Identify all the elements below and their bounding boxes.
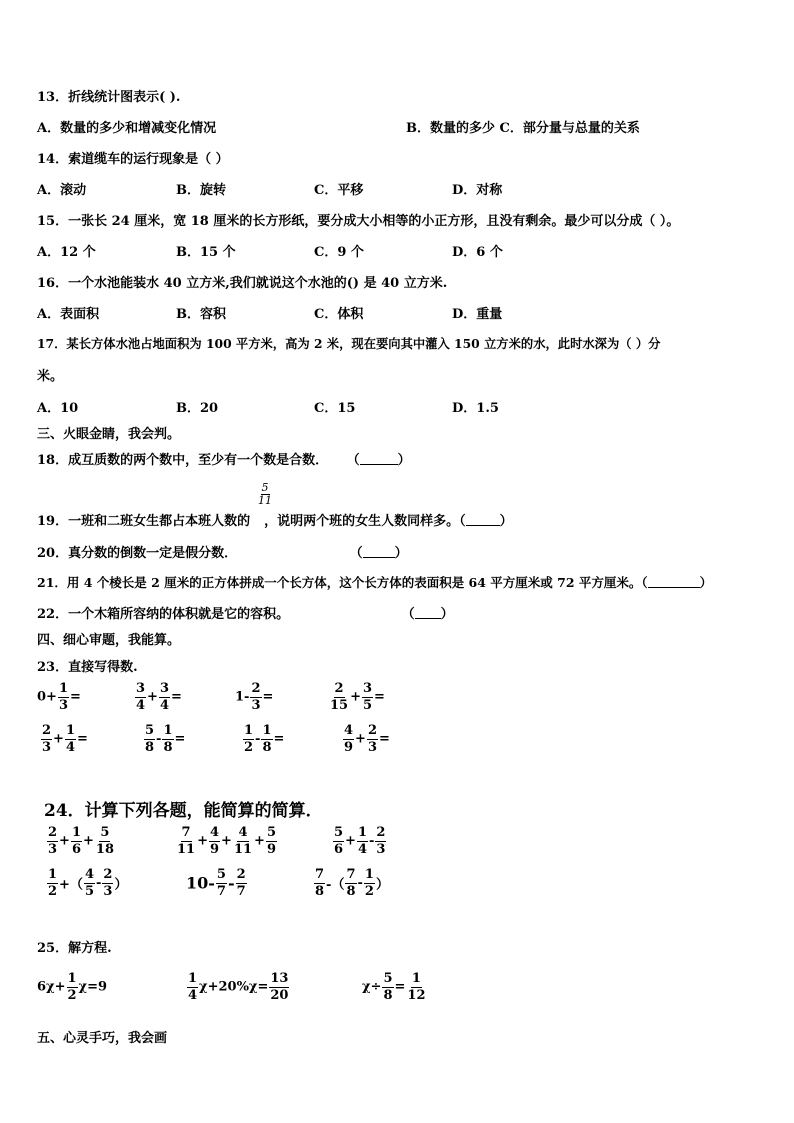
- q25-eq-1: [37, 972, 107, 1002]
- numerator: 1: [163, 723, 173, 738]
- numerator: 7: [181, 825, 191, 840]
- q24-expr-5: [186, 868, 248, 898]
- denominator: 2: [244, 739, 254, 755]
- fraction: [333, 826, 344, 856]
- close-paren: ）: [114, 877, 128, 893]
- q16-option-c: C．体积: [314, 307, 364, 322]
- q24-expr-4: [46, 868, 127, 898]
- numerator: 5: [266, 825, 276, 840]
- numerator: 3: [159, 681, 169, 696]
- numerator: 3: [363, 681, 373, 696]
- q24-e5-lead: 10-: [186, 873, 215, 893]
- q24-expr-3: [332, 826, 387, 856]
- q24-expr-2: [175, 826, 278, 856]
- denominator: 3: [48, 841, 58, 857]
- q13-option-bc: B．数量的多少 C．部分量与总量的关系: [406, 121, 640, 136]
- section-4-heading: 四、细心审题，我能算。: [37, 633, 181, 648]
- q23-expr-7: [242, 724, 284, 754]
- q23-e3-lead: 1-: [235, 689, 250, 705]
- numerator: 7: [346, 867, 356, 882]
- q22: [37, 603, 454, 622]
- denominator: 12: [407, 987, 426, 1003]
- q25-title: 25．解方程.: [37, 941, 112, 956]
- fraction: [216, 868, 227, 898]
- q13-option-a: A．数量的多少和增减变化情况: [37, 121, 217, 136]
- fraction: [209, 826, 220, 856]
- denominator: 4: [188, 987, 198, 1003]
- q17-option-b: B．20: [176, 401, 219, 416]
- numerator: 1: [58, 681, 68, 696]
- numerator: 3: [136, 681, 146, 696]
- equals: =: [262, 689, 274, 705]
- numerator: 1: [244, 723, 254, 738]
- q15-stem: 15．一张长 24 厘米，宽 18 厘米的长方形纸，要分成大小相等的小正方形，且没有剩余。最少可以分成（ ）。: [37, 214, 680, 229]
- q14-option-a: A．滚动: [37, 183, 87, 198]
- numerator: 1: [67, 971, 77, 986]
- numerator: 2: [42, 723, 52, 738]
- fraction: [269, 972, 289, 1002]
- fraction: [406, 972, 426, 1002]
- numerator: 1: [364, 867, 374, 882]
- fraction: [102, 868, 113, 898]
- operator: +: [83, 833, 94, 849]
- fraction: [362, 682, 373, 712]
- denominator: 4: [357, 841, 367, 857]
- numerator: 5: [334, 825, 344, 840]
- numerator: 5: [145, 723, 155, 738]
- q23-expr-5: [40, 724, 88, 754]
- q25-eq3-lead: χ÷: [362, 979, 382, 995]
- operator: +: [221, 833, 232, 849]
- q19: [37, 510, 513, 529]
- q15-option-c: C．9 个: [314, 245, 364, 260]
- operator: +: [345, 833, 356, 849]
- operator: -: [369, 833, 375, 849]
- fraction: [250, 682, 261, 712]
- q17-stem-cont: 米。: [37, 369, 64, 384]
- operator: -: [255, 731, 261, 747]
- denominator: 6: [71, 841, 81, 857]
- fraction: [95, 826, 115, 856]
- numerator: 1: [65, 723, 75, 738]
- operator: +（: [59, 877, 83, 893]
- section-5-heading: 五、心灵手巧，我会画: [37, 1031, 168, 1046]
- numerator: 5: [100, 825, 110, 840]
- operator: +: [59, 833, 70, 849]
- denominator: 8: [346, 883, 356, 899]
- denominator: 8: [262, 739, 272, 755]
- fraction: [236, 868, 247, 898]
- q22-answer-blank[interactable]: [415, 606, 441, 619]
- q23-expr-4: [328, 682, 385, 712]
- numerator: 4: [344, 723, 354, 738]
- q19-answer-blank[interactable]: [466, 513, 500, 526]
- q25-eq1-lead: 6χ+: [37, 979, 66, 995]
- denominator: 3: [58, 697, 68, 713]
- denominator: 3: [42, 739, 52, 755]
- equals: =: [379, 731, 390, 747]
- fraction: [84, 868, 95, 898]
- fraction: [41, 724, 52, 754]
- q23-expr-3: [235, 682, 273, 712]
- q24-expr-1: [46, 826, 116, 856]
- close-paren: ）: [375, 877, 389, 893]
- equals: =: [70, 689, 81, 705]
- q23-expr-1: [37, 682, 81, 712]
- denominator: 9: [210, 841, 220, 857]
- fraction: [135, 682, 146, 712]
- denominator: 2: [364, 883, 374, 899]
- numerator: 2: [376, 825, 386, 840]
- fraction: [65, 724, 76, 754]
- fraction: [329, 682, 349, 712]
- q21-answer-blank[interactable]: [648, 575, 700, 588]
- denominator: 3: [367, 739, 377, 755]
- operator: +: [254, 833, 265, 849]
- q19-stem-post: ，说明两个班的女生人数同样多。（: [264, 514, 466, 529]
- q23-expr-2: [134, 682, 182, 712]
- fraction: [187, 972, 198, 1002]
- operator: +: [147, 689, 158, 705]
- fraction: [58, 682, 69, 712]
- q23-e1-lead: 0+: [37, 689, 57, 705]
- numerator: 4: [210, 825, 220, 840]
- denominator: 8: [163, 739, 173, 755]
- q20-close: ）: [394, 546, 408, 561]
- denominator: 2: [67, 987, 77, 1003]
- q21-close: ）: [699, 575, 713, 590]
- q18-stem: 18．成互质数的两个数中，至少有一个数是合数．: [37, 453, 329, 468]
- q20-stem: 20．真分数的倒数一定是假分数．: [37, 546, 238, 561]
- fraction: [159, 682, 170, 712]
- numerator: 2: [367, 723, 377, 738]
- operator: -: [96, 875, 102, 891]
- denominator: 8: [315, 883, 325, 899]
- denominator: 3: [103, 883, 113, 899]
- q14-stem: 14．索道缆车的运行现象是（ ）: [37, 152, 229, 167]
- q16-option-b: B．容积: [176, 307, 226, 322]
- q22-stem: 22．一个木箱所容纳的体积就是它的容积。: [37, 607, 290, 622]
- q18-close: ）: [397, 453, 411, 468]
- denominator: 11: [177, 841, 196, 857]
- numerator: 13: [270, 971, 289, 986]
- q19-close: ）: [499, 514, 513, 529]
- denominator: 15: [330, 697, 349, 713]
- fraction: [243, 724, 254, 754]
- q16-option-a: A．表面积: [37, 307, 100, 322]
- fraction: [364, 868, 375, 898]
- fraction: [71, 826, 82, 856]
- q23-expr-6: [143, 724, 185, 754]
- fraction: [266, 826, 277, 856]
- q20: [37, 542, 408, 561]
- fraction: [345, 868, 356, 898]
- numerator: 2: [103, 867, 113, 882]
- fraction: [47, 868, 58, 898]
- operator: +: [350, 689, 361, 705]
- fraction: [367, 724, 378, 754]
- numerator: 4: [238, 825, 248, 840]
- numerator: 2: [48, 825, 58, 840]
- denominator: 18: [95, 841, 114, 857]
- q20-answer-blank[interactable]: [363, 545, 395, 558]
- numerator: 7: [315, 867, 325, 882]
- q24-expr-6: [313, 868, 389, 898]
- q18: [37, 449, 411, 468]
- fraction: [357, 826, 368, 856]
- q21-stem: 21．用 4 个棱长是 2 厘米的正方体拼成一个长方体，这个长方体的表面积是 64 平方厘米或 72 平方厘米。（: [37, 575, 648, 590]
- fraction: [67, 972, 78, 1002]
- numerator: 4: [84, 867, 94, 882]
- q16-stem: 16．一个水池能装水 40 立方米,我们就说这个水池的() 是 40 立方米.: [37, 276, 448, 291]
- operator: +: [355, 731, 366, 747]
- numerator: 2: [334, 681, 344, 696]
- q14-option-c: C．平移: [314, 183, 364, 198]
- operator: -（: [326, 877, 345, 893]
- numerator: 5: [216, 867, 226, 882]
- denominator: 5: [363, 697, 373, 713]
- numerator: 1: [357, 825, 367, 840]
- operator: +: [53, 731, 64, 747]
- q21: [37, 573, 712, 591]
- fraction: [382, 972, 393, 1002]
- q24-title: 24．计算下列各题，能简算的简算．: [44, 801, 323, 821]
- q25-eq1-tail: χ=9: [78, 979, 108, 995]
- fraction: [176, 826, 196, 856]
- denominator: 4: [65, 739, 75, 755]
- equals: =: [394, 979, 406, 995]
- denominator: 9: [344, 739, 354, 755]
- denominator: 9: [266, 841, 276, 857]
- q14-option-b: B．旋转: [176, 183, 226, 198]
- denominator: 5: [84, 883, 94, 899]
- denominator: 3: [251, 697, 261, 713]
- q17-option-d: D．1.5: [452, 401, 499, 416]
- fraction: [314, 868, 325, 898]
- denominator: 8: [145, 739, 155, 755]
- operator: -: [357, 875, 363, 891]
- denominator: 7: [216, 883, 226, 899]
- q22-open: （: [401, 607, 415, 622]
- operator: -: [227, 873, 235, 893]
- equals: =: [174, 731, 186, 747]
- q25-eq-2: [186, 972, 290, 1002]
- denominator: 11: [233, 841, 253, 857]
- fraction: [144, 724, 155, 754]
- q23-title: 23．直接写得数.: [37, 660, 138, 675]
- q25-eq-3: [362, 972, 428, 1002]
- denominator: 4: [159, 697, 169, 713]
- q22-close: ）: [440, 607, 454, 622]
- fraction: [261, 724, 272, 754]
- q19-frac-den: 11: [258, 494, 272, 508]
- fraction: [162, 724, 173, 754]
- q17-option-c: C．15: [314, 401, 356, 416]
- equals: =: [77, 731, 88, 747]
- denominator: 3: [376, 841, 386, 857]
- q14-option-d: D．对称: [452, 183, 503, 198]
- denominator: 6: [334, 841, 344, 857]
- denominator: 4: [136, 697, 146, 713]
- numerator: 1: [188, 971, 198, 986]
- denominator: 2: [48, 883, 58, 899]
- q17-option-a: A．10: [37, 401, 79, 416]
- q15-option-a: A．12 个: [37, 245, 96, 260]
- denominator: 20: [270, 987, 289, 1003]
- q17-stem: 17．某长方体水池占地面积为 100 平方米，高为 2 米，现在要向其中灌入 150 立方米的水，此时水深为（ ）分: [37, 336, 661, 351]
- equals: =: [273, 731, 285, 747]
- numerator: 2: [251, 681, 261, 696]
- q19-frac-num: 5: [261, 481, 269, 494]
- fraction: [233, 826, 253, 856]
- q20-open: （: [349, 546, 363, 561]
- q23-expr-8: [342, 724, 390, 754]
- q18-answer-blank[interactable]: [360, 452, 398, 465]
- fraction: [343, 724, 354, 754]
- numerator: 5: [383, 971, 393, 986]
- operator: +: [197, 833, 208, 849]
- fraction: [375, 826, 386, 856]
- equals: =: [171, 689, 182, 705]
- numerator: 2: [236, 867, 246, 882]
- q16-option-d: D．重量: [452, 307, 503, 322]
- q19-fraction: [258, 482, 272, 507]
- numerator: 1: [48, 867, 58, 882]
- numerator: 1: [411, 971, 421, 986]
- q15-option-d: D．6 个: [452, 245, 503, 260]
- equals: =: [374, 689, 385, 705]
- operator: -: [156, 731, 162, 747]
- q13-stem: 13．折线统计图表示( ).: [37, 90, 181, 105]
- denominator: 7: [236, 883, 246, 899]
- q25-eq2-mid: χ+20%χ=: [199, 979, 269, 995]
- q19-stem-pre: 19．一班和二班女生都占本班人数的: [37, 514, 251, 529]
- numerator: 1: [71, 825, 81, 840]
- section-3-heading: 三、火眼金睛，我会判。: [37, 427, 181, 442]
- denominator: 8: [383, 987, 393, 1003]
- q15-option-b: B．15 个: [176, 245, 236, 260]
- q18-open: （: [346, 453, 360, 468]
- fraction: [47, 826, 58, 856]
- numerator: 1: [262, 723, 272, 738]
